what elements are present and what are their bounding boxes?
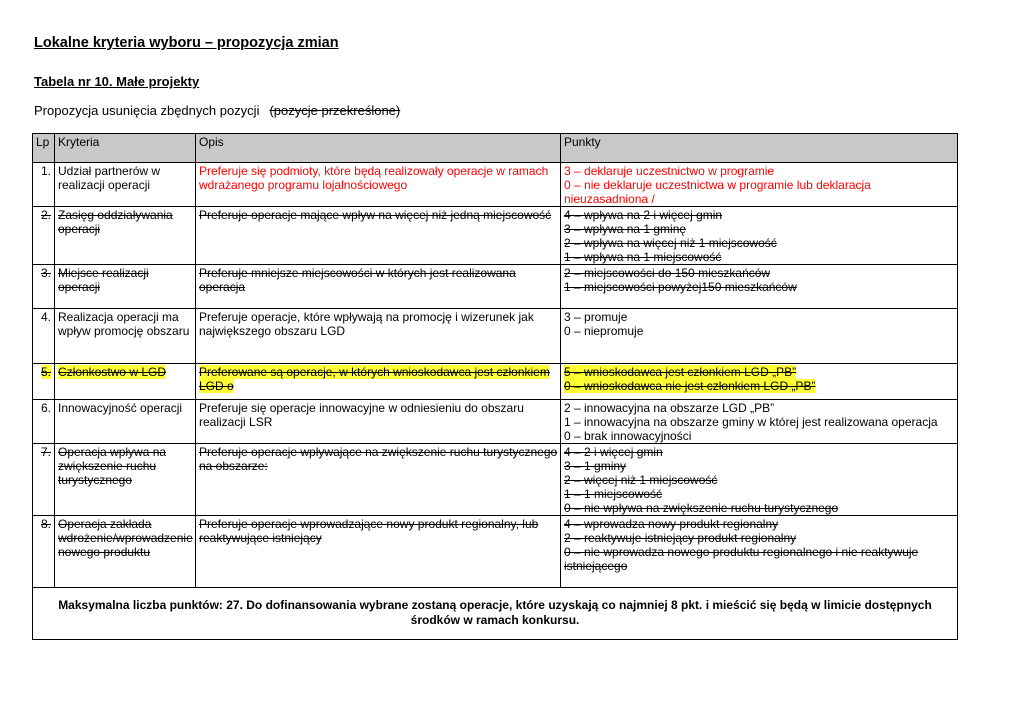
table-row <box>33 516 958 588</box>
table-row <box>33 444 958 516</box>
page-title: Lokalne kryteria wyboru – propozycja zmian <box>34 35 339 51</box>
table-row <box>33 309 958 364</box>
row-punkty <box>561 309 958 364</box>
punkty-item: 4 – 2 i więcej gmin <box>564 445 663 459</box>
row-opis <box>196 364 561 400</box>
row-punkty <box>561 163 958 207</box>
row-kryteria: Miejsce realizacji operacji <box>55 265 196 309</box>
row-lp: 4. <box>33 309 55 364</box>
row-opis: Preferuje operacje, które wpływają na promocję i wizerunek jak największego obszaru LGD <box>196 309 561 364</box>
row-kryteria: Operacja wpływa na zwiększenie ruchu turystycznego <box>55 444 196 516</box>
row-opis: Preferuje się podmioty, które będą realizowały operacje w ramach wdrażanego programu lojalnościowego <box>196 163 561 207</box>
row-punkty <box>561 444 958 516</box>
table-footer-row <box>33 588 958 640</box>
row-lp: 2. <box>33 207 55 265</box>
row-lp-text: 5. <box>40 365 51 379</box>
row-opis: Preferuje mniejsze miejscowości w których jest realizowana operacja <box>196 265 561 309</box>
punkty-item: 1 – wpływa na 1 miejscowość <box>564 250 722 264</box>
punkty-item: 3 – 1 gminy <box>564 459 627 473</box>
note-line <box>34 103 400 118</box>
row-punkty <box>561 516 958 588</box>
punkty-item-text: 5 – wnioskodawca jest członkiem LGD „PB” <box>564 365 797 379</box>
row-punkty <box>561 364 958 400</box>
header-punkty: Punkty <box>561 134 958 163</box>
row-kryteria: Operacja zakłada wdrożenie/wprowadzenie nowego produktu <box>55 516 196 588</box>
header-opis: Opis <box>196 134 561 163</box>
row-opis: Preferuje operacje wprowadzające nowy produkt regionalny, lub reaktywujące istniejący <box>196 516 561 588</box>
header-lp: Lp <box>33 134 55 163</box>
table-caption: Tabela nr 10. Małe projekty <box>34 74 200 89</box>
row-kryteria-text: Członkostwo w LGD <box>58 365 167 379</box>
punkty-item: 1 – innowacyjna na obszarze gminy w której jest realizowana operacja <box>564 415 938 429</box>
punkty-item <box>564 365 955 379</box>
row-lp: 7. <box>33 444 55 516</box>
row-lp <box>33 364 55 400</box>
punkty-item: 3 – promuje <box>564 310 628 324</box>
punkty-item: 1 – miejscowości powyżej150 mieszkańców <box>564 280 797 294</box>
punkty-item: 2 – miejscowości do 150 mieszkańców <box>564 266 771 280</box>
header-kryteria: Kryteria <box>55 134 196 163</box>
punkty-item: 0 – nie wprowadza nowego produktu regionalnego i nie reaktywuje istniejącego <box>564 545 919 573</box>
table-row <box>33 163 958 207</box>
row-opis: Preferuje operacje wpływające na zwiększenie ruchu turystycznego na obszarze: <box>196 444 561 516</box>
row-opis: Preferuje się operacje innowacyjne w odniesieniu do obszaru realizacji LSR <box>196 400 561 444</box>
row-punkty <box>561 207 958 265</box>
table-row <box>33 364 958 400</box>
punkty-item: 4 – wpływa na 2 i więcej gmin <box>564 208 723 222</box>
row-lp: 3. <box>33 265 55 309</box>
row-punkty <box>561 265 958 309</box>
punkty-item: 0 – brak innowacyjności <box>564 429 692 443</box>
row-opis-text: Preferowane są operacje, w których wnioskodawca jest członkiem LGD o <box>199 365 550 393</box>
punkty-item: 0 – nie deklaruje uczestnictwa w programie lub deklaracja nieuzasadniona / <box>564 178 871 206</box>
footer-note: Maksymalna liczba punktów: 27. Do dofinansowania wybrane zostaną operacje, które uzyskają co najmniej 8 pkt. i mieścić się będą w limicie dostępnych środków w ramach konkursu. <box>33 588 958 640</box>
row-kryteria: Zasięg oddziaływania operacji <box>55 207 196 265</box>
punkty-item: 2 – reaktywuje istniejący produkt regionalny <box>564 531 797 545</box>
punkty-item: 2 – więcej niż 1 miejscowość <box>564 473 718 487</box>
row-lp: 6. <box>33 400 55 444</box>
punkty-item: 4 – wprowadza nowy produkt regionalny <box>564 517 779 531</box>
table-row <box>33 265 958 309</box>
row-opis: Preferuje operacje mające wpływ na więcej niż jedną miejscowość <box>196 207 561 265</box>
criteria-table <box>32 133 958 640</box>
table-row <box>33 207 958 265</box>
row-kryteria: Udział partnerów w realizacji operacji <box>55 163 196 207</box>
note-text: Propozycja usunięcia zbędnych pozycji <box>34 103 260 118</box>
punkty-item: 0 – niepromuje <box>564 324 644 338</box>
note-struck-text: (pozycje przekreślone) <box>269 103 401 118</box>
punkty-item-text: 0 – wnioskodawca nie jest członkiem LGD „PB” <box>564 379 816 393</box>
row-lp: 1. <box>33 163 55 207</box>
punkty-item: 0 – nie wpływa na zwiększenie ruchu turystycznego <box>564 501 839 515</box>
punkty-item <box>564 379 955 393</box>
row-kryteria: Realizacja operacji ma wpływ promocję obszaru <box>55 309 196 364</box>
punkty-item: 3 – deklaruje uczestnictwo w programie <box>564 164 775 178</box>
row-punkty <box>561 400 958 444</box>
punkty-item: 2 – wpływa na więcej niż 1 miejscowość <box>564 236 777 250</box>
punkty-item: 3 – wpływa na 1 gminę <box>564 222 687 236</box>
punkty-item: 2 – innowacyjna na obszarze LGD „PB” <box>564 401 775 415</box>
row-kryteria <box>55 364 196 400</box>
table-row <box>33 400 958 444</box>
row-kryteria: Innowacyjność operacji <box>55 400 196 444</box>
punkty-item: 1 – 1 miejscowość <box>564 487 663 501</box>
table-header-row <box>33 134 958 163</box>
row-lp: 8. <box>33 516 55 588</box>
